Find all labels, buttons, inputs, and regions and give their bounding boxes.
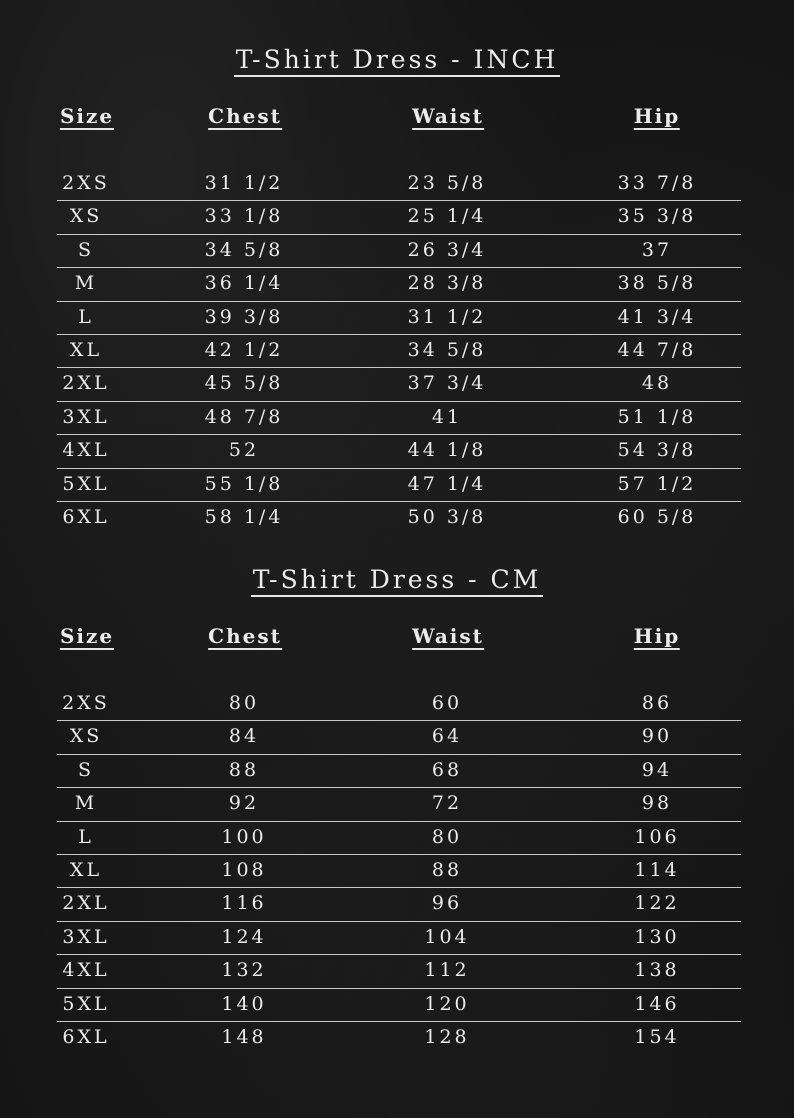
chest-cell: 140 — [221, 992, 267, 1015]
size-cell: 4XL — [62, 439, 110, 462]
table-row — [57, 201, 741, 234]
waist-cell: 23 5/8 — [407, 172, 487, 194]
size-cell: 5XL — [62, 992, 110, 1015]
table-row — [57, 268, 741, 301]
size-cell: 6XL — [62, 1025, 110, 1048]
table-row — [57, 435, 741, 468]
size-cell: S — [77, 238, 95, 261]
cm-header-chest: Chest — [208, 624, 282, 648]
waist-cell: 31 1/2 — [407, 305, 487, 328]
size-cell: 6XL — [62, 505, 110, 528]
waist-cell: 50 3/8 — [407, 505, 487, 528]
hip-cell: 57 1/2 — [617, 472, 697, 495]
cm-header-size: Size — [59, 624, 115, 648]
hip-cell: 90 — [641, 725, 673, 748]
table-row — [57, 302, 741, 335]
cm-section-title-wrap — [0, 562, 794, 598]
inch-table-body — [0, 168, 794, 535]
size-cell: S — [77, 758, 95, 781]
chest-cell: 33 1/8 — [204, 205, 284, 228]
waist-cell: 68 — [431, 758, 463, 781]
hip-cell: 94 — [641, 758, 673, 781]
hip-cell: 122 — [634, 892, 680, 915]
hip-cell: 37 — [641, 238, 673, 261]
size-cell: 2XS — [62, 172, 110, 194]
hip-cell: 146 — [634, 992, 680, 1015]
waist-cell: 60 — [431, 692, 463, 714]
inch-header-chest: Chest — [208, 104, 282, 128]
waist-cell: 37 3/4 — [407, 372, 487, 395]
chest-cell: 124 — [221, 925, 267, 948]
chest-cell: 45 5/8 — [204, 372, 284, 395]
waist-cell: 34 5/8 — [407, 338, 487, 361]
table-row — [57, 168, 741, 201]
hip-cell: 41 3/4 — [617, 305, 697, 328]
table-row — [57, 989, 741, 1022]
table-row — [57, 755, 741, 788]
chest-cell: 100 — [221, 825, 267, 848]
table-row — [57, 955, 741, 988]
hip-cell: 38 5/8 — [617, 272, 697, 295]
table-row — [57, 888, 741, 921]
size-cell: 4XL — [62, 959, 110, 982]
chest-cell: 42 1/2 — [204, 338, 284, 361]
table-row — [57, 822, 741, 855]
hip-cell: 114 — [634, 858, 680, 881]
waist-cell: 128 — [424, 1025, 470, 1048]
table-row — [57, 402, 741, 435]
waist-cell: 96 — [431, 892, 463, 915]
table-row — [57, 688, 741, 721]
chest-cell: 92 — [228, 792, 260, 815]
size-cell: 3XL — [62, 405, 110, 428]
waist-cell: 25 1/4 — [407, 205, 487, 228]
size-cell: M — [74, 272, 98, 295]
inch-header-hip: Hip — [633, 104, 681, 128]
size-cell: 5XL — [62, 472, 110, 495]
inch-header-waist: Waist — [412, 104, 484, 128]
waist-cell: 72 — [431, 792, 463, 815]
table-row — [57, 368, 741, 401]
table-row — [57, 469, 741, 502]
waist-cell: 26 3/4 — [407, 238, 487, 261]
table-row — [57, 1022, 741, 1055]
chest-cell: 116 — [221, 892, 267, 915]
size-cell: XS — [69, 205, 103, 228]
chest-cell: 52 — [228, 439, 260, 462]
waist-cell: 47 1/4 — [407, 472, 487, 495]
inch-size-section — [0, 42, 794, 528]
table-row — [57, 721, 741, 754]
table-row — [57, 335, 741, 368]
inch-section-title-wrap — [0, 42, 794, 78]
inch-section-title: T-Shirt Dress - INCH — [234, 45, 561, 77]
waist-cell: 80 — [431, 825, 463, 848]
hip-cell: 54 3/8 — [617, 439, 697, 462]
hip-cell: 44 7/8 — [617, 338, 697, 361]
cm-header-hip: Hip — [633, 624, 681, 648]
size-cell: XL — [69, 858, 103, 881]
chest-cell: 148 — [221, 1025, 267, 1048]
size-cell: 2XS — [62, 692, 110, 714]
chest-cell: 55 1/8 — [204, 472, 284, 495]
hip-cell: 138 — [634, 959, 680, 982]
size-cell: L — [78, 305, 94, 328]
waist-cell: 28 3/8 — [407, 272, 487, 295]
waist-cell: 104 — [424, 925, 470, 948]
chest-cell: 31 1/2 — [204, 172, 284, 194]
hip-cell: 106 — [634, 825, 680, 848]
cm-section-title: T-Shirt Dress - CM — [251, 565, 544, 597]
chest-cell: 132 — [221, 959, 267, 982]
waist-cell: 112 — [424, 959, 470, 982]
hip-cell: 33 7/8 — [617, 172, 697, 194]
cm-table-header — [0, 624, 794, 654]
waist-cell: 64 — [431, 725, 463, 748]
waist-cell: 120 — [424, 992, 470, 1015]
chest-cell: 48 7/8 — [204, 405, 284, 428]
inch-table-header — [0, 104, 794, 134]
table-row — [57, 922, 741, 955]
table-row — [57, 788, 741, 821]
hip-cell: 60 5/8 — [617, 505, 697, 528]
size-cell: M — [74, 792, 98, 815]
hip-cell: 86 — [641, 692, 673, 714]
chest-cell: 80 — [228, 692, 260, 714]
hip-cell: 154 — [634, 1025, 680, 1048]
hip-cell: 130 — [634, 925, 680, 948]
table-row — [57, 855, 741, 888]
size-cell: XS — [69, 725, 103, 748]
size-cell: 2XL — [62, 892, 110, 915]
table-row — [57, 235, 741, 268]
hip-cell: 35 3/8 — [617, 205, 697, 228]
chest-cell: 84 — [228, 725, 260, 748]
hip-cell: 98 — [641, 792, 673, 815]
chest-cell: 108 — [221, 858, 267, 881]
chest-cell: 34 5/8 — [204, 238, 284, 261]
chest-cell: 88 — [228, 758, 260, 781]
waist-cell: 88 — [431, 858, 463, 881]
waist-cell: 44 1/8 — [407, 439, 487, 462]
size-cell: XL — [69, 338, 103, 361]
size-cell: L — [78, 825, 94, 848]
chest-cell: 39 3/8 — [204, 305, 284, 328]
waist-cell: 41 — [431, 405, 463, 428]
hip-cell: 51 1/8 — [617, 405, 697, 428]
hip-cell: 48 — [641, 372, 673, 395]
inch-header-size: Size — [59, 104, 115, 128]
size-cell: 3XL — [62, 925, 110, 948]
chest-cell: 58 1/4 — [204, 505, 284, 528]
table-row — [57, 502, 741, 535]
cm-table-body — [0, 688, 794, 1055]
size-cell: 2XL — [62, 372, 110, 395]
cm-header-waist: Waist — [412, 624, 484, 648]
chest-cell: 36 1/4 — [204, 272, 284, 295]
cm-size-section — [0, 562, 794, 1048]
